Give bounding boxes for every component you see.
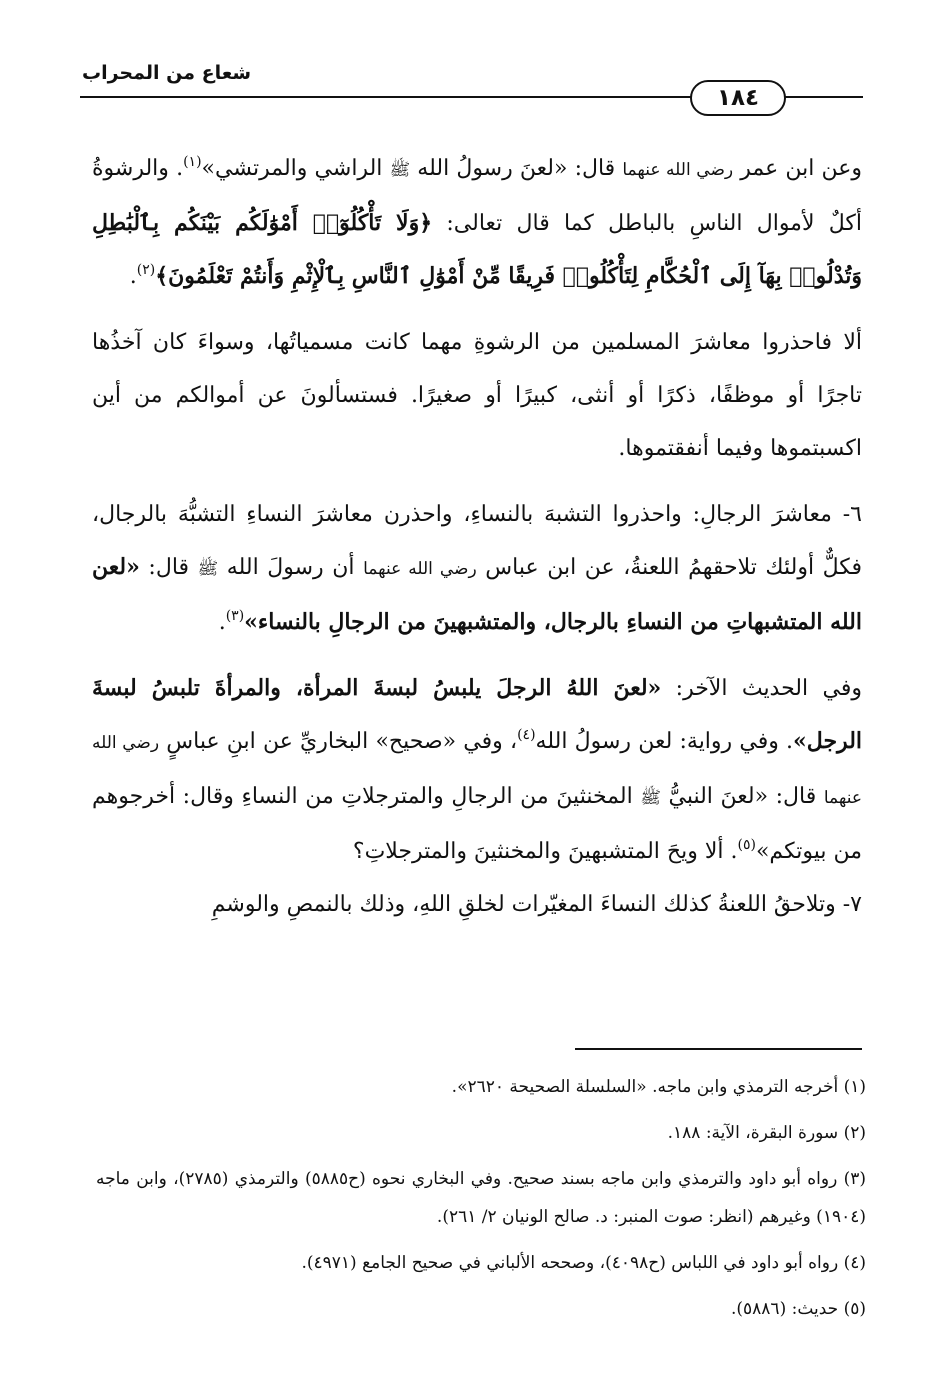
footnote-2: (٢) سورة البقرة، الآية: ١٨٨.	[667, 1123, 866, 1143]
paragraph-3: ٦- معاشرَ الرجالِ: واحذروا التشبهَ بالنساءِ، واحذرن معاشرَ النساءِ التشبُّهَ بالرجال، فكلٌّ أولئك تلاحقهمُ اللعنةُ، عن ابن عباس رضي الله عنهما أن رسولَ الله ﷺ قال: «لعن الله المتشبهاتِ من النساءِ بالرجال، والمتشبهينَ من الرجالِ بالنساء»$^{(٣)}$.	[92, 502, 862, 635]
body-text	[92, 142, 862, 931]
running-header-title: شعاع من المحراب	[82, 62, 252, 84]
footnote-ref-2: (٢)	[136, 262, 156, 278]
footnote-rule	[575, 1048, 862, 1050]
honorific-glyph: رضي الله عنهما	[92, 733, 862, 808]
footnote-5: (٥) حديث: (٥٨٨٦).	[730, 1299, 866, 1319]
quran-verse: ﴿وَلَا تَأْكُلُوٓا۟ أَمْوَٰلَكُم بَيْنَكُم بِٱلْبَٰطِلِ وَتُدْلُوا۟ بِهَآ إِلَى ٱلْحُكَّامِ لِتَأْكُلُوا۟ فَرِيقًا مِّنْ أَمْوَٰلِ ٱلنَّاسِ بِٱلْإِثْمِ وَأَنتُمْ تَعْلَمُونَ﴾	[92, 210, 862, 289]
paragraph-5: ٧- وتلاحقُ اللعنةُ كذلك النساءَ المغيّرات لخلقِ اللهِ، وذلك بالنمصِ والوشمِ	[211, 892, 862, 917]
footnote-ref-5: (٥)	[737, 837, 756, 853]
footnotes	[96, 1064, 866, 1332]
footnote-ref-4: (٤)	[517, 727, 536, 743]
footnote-3: (٣) رواه أبو داود والترمذي وابن ماجه بسند صحيح. وفي البخاري نحوه (ح٥٨٨٥) والترمذي (٢٧٨٥)، وابن ماجه (١٩٠٤) وغيرهم (انظر: صوت المنبر: د. صالح الونيان ٢/ ٢٦١).	[96, 1169, 866, 1227]
footnote-1: (١) أخرجه الترمذي وابن ماجه. «السلسلة الصحيحة ٢٦٢٠».	[451, 1077, 866, 1097]
paragraph-2: ألا فاحذروا معاشرَ المسلمين من الرشوةِ مهما كانت مسمياتُها، وسواءَ كان آخذُها تاجرًا أو موظفًا، ذكرًا أو أنثى، كبيرًا أو صغيرًا. فستسألونَ عن أموالكم من أين اكسبتموها وفيما أنفقتموها.	[92, 330, 862, 461]
salawat-glyph: ﷺ	[389, 160, 411, 180]
honorific-glyph: رضي الله عنهما	[363, 559, 477, 579]
hadith-quote: «لعن الله المتشبهاتِ من النساءِ بالرجال، والمتشبهينَ من الرجالِ بالنساء»	[92, 554, 862, 635]
paragraph-1: وعن ابن عمر رضي الله عنهما قال: «لعنَ رسولُ الله ﷺ الراشي والمرتشي»$^{(١)}$. والرشوةُ أكلٌ لأموال الناسِ بالباطل كما قال تعالى: ﴿وَلَا تَأْكُلُوٓا۟ أَمْوَٰلَكُم بَيْنَكُم بِٱلْبَٰطِلِ وَتُدْلُوا۟ بِهَآ إِلَى ٱلْحُكَّامِ لِتَأْكُلُوا۟ فَرِيقًا مِّنْ أَمْوَٰلِ ٱلنَّاسِ بِٱلْإِثْمِ وَأَنتُمْ تَعْلَمُونَ﴾$^{(٢)}$.	[92, 154, 863, 289]
footnote-ref-3: (٣)	[225, 608, 245, 624]
salawat-glyph: ﷺ	[640, 788, 661, 808]
honorific-glyph: رضي الله عنهما	[622, 160, 734, 180]
hadith-quote: «لعنَ اللهُ الرجلَ يلبسُ لبسةَ المرأة، والمرأةَ تلبسُ لبسةَ الرجل»	[92, 675, 863, 754]
footnote-4: (٤) رواه أبو داود في اللباس (ح٤٠٩٨)، وصححه الألباني في صحيح الجامع (٤٩٧١).	[301, 1253, 866, 1273]
paragraph-4: وفي الحديث الآخر: «لعنَ اللهُ الرجلَ يلبسُ لبسةَ المرأة، والمرأةَ تلبسُ لبسةَ الرجل». وفي رواية: لعن رسولُ الله$^{(٤)}$، وفي «صحيح» البخاريِّ عن ابنِ عباسٍ رضي الله عنهما قال: «لعنَ النبيُّ ﷺ المخنثينَ من الرجالِ والمترجلاتِ من النساءِ وقال: أخرجوهم من بيوتكم»$^{(٥)}$. ألا ويحَ المتشبهينَ والمخنثينَ والمترجلاتِ؟	[92, 675, 863, 864]
page-number: ١٨٤	[690, 80, 786, 116]
salawat-glyph: ﷺ	[197, 559, 219, 579]
footnote-ref-1: (١)	[183, 154, 202, 170]
